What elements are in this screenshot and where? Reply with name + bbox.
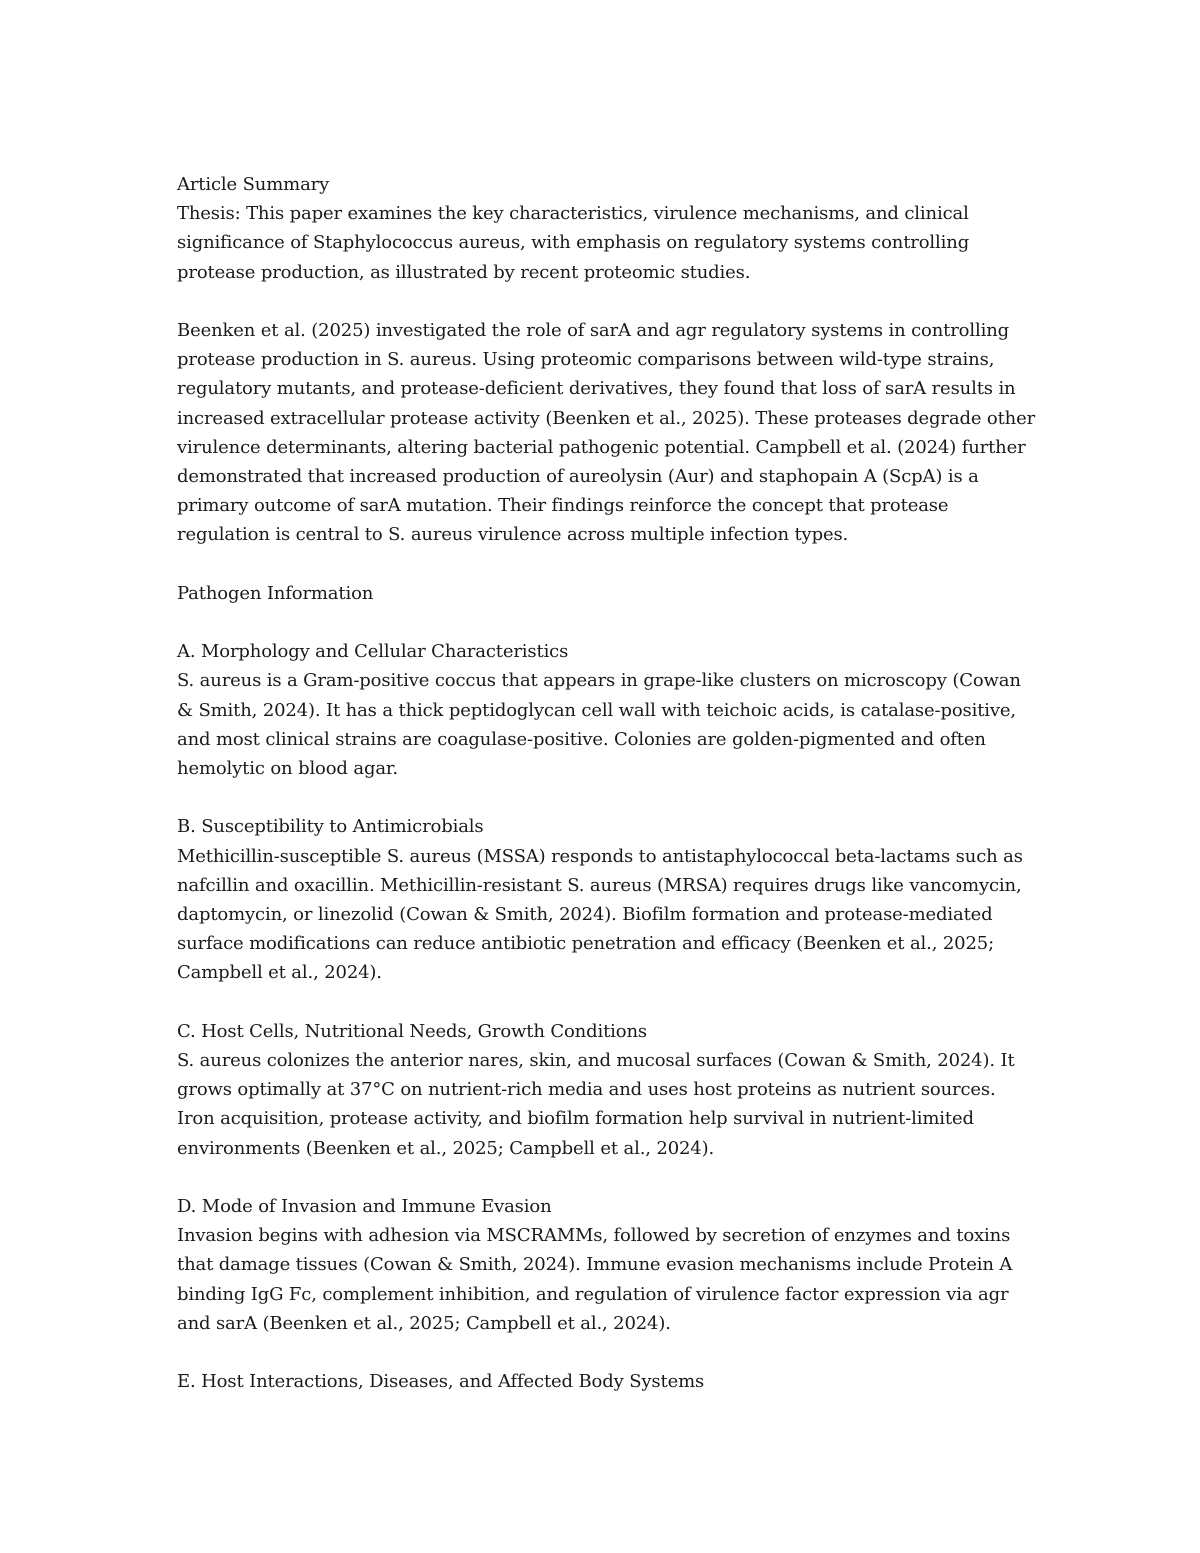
thesis-paragraph: Thesis: This paper examines the key characteristics, virulence mechanisms, and clinical significance of Staphylococcus aureus, with emphasis on regulatory systems controlling protease production, as illustrated by recent proteomic studies. (177, 203, 970, 283)
pathogen-information-heading: Pathogen Information (177, 582, 374, 604)
section-a-body: S. aureus is a Gram-positive coccus that appears in grape-like clusters on microscopy (Cowan & Smith, 2024). It has a thick peptidoglycan cell wall with teichoic acids, is catalase-positive, and most clinical strains are coagulase-positive. Colonies are golden-pigmented and often hemolytic on blood agar. (177, 670, 1021, 780)
section-b-heading: B. Susceptibility to Antimicrobials (177, 816, 484, 838)
paragraph-spacer (177, 550, 1037, 579)
section-c-heading: C. Host Cells, Nutritional Needs, Growth Conditions (177, 1020, 648, 1042)
paragraph-spacer (177, 608, 1037, 637)
paragraph-spacer (177, 783, 1037, 812)
section-b-body: Methicillin-susceptible S. aureus (MSSA) responds to antistaphylococcal beta-lactams such as nafcillin and oxacillin. Methicillin-resistant S. aureus (MRSA) requires drugs like vancomycin, daptomycin, or linezolid (Cowan & Smith, 2024). Biofilm formation and protease-mediated surface modifications can reduce antibiotic penetration and efficacy (Beenken et al., 2025; Campbell et al., 2024). (177, 845, 1023, 984)
section-a-heading: A. Morphology and Cellular Characteristics (177, 641, 569, 663)
article-summary-heading: Article Summary (177, 174, 330, 195)
document-body (177, 170, 1037, 1396)
paragraph-spacer (177, 988, 1037, 1017)
section-c-body: S. aureus colonizes the anterior nares, skin, and mucosal surfaces (Cowan & Smith, 2024). It grows optimally at 37°C on nutrient-rich media and uses host proteins as nutrient sources. Iron acquisition, protease activity, and biofilm formation help survival in nutrient-limited environments (Beenken et al., 2025; Campbell et al., 2024). (177, 1050, 1015, 1159)
section-d-heading: D. Mode of Invasion and Immune Evasion (177, 1196, 552, 1218)
paragraph-spacer (177, 1163, 1037, 1192)
section-e-heading: E. Host Interactions, Diseases, and Affected Body Systems (177, 1371, 705, 1393)
paragraph-spacer (177, 1338, 1037, 1367)
section-d-body: Invasion begins with adhesion via MSCRAMMs, followed by secretion of enzymes and toxins that damage tissues (Cowan & Smith, 2024). Immune evasion mechanisms include Protein A binding IgG Fc, complement inhibition, and regulation of virulence factor expression via agr and sarA (Beenken et al., 2025; Campbell et al., 2024). (177, 1225, 1013, 1334)
summary-paragraph: Beenken et al. (2025) investigated the role of sarA and agr regulatory systems in controlling protease production in S. aureus. Using proteomic comparisons between wild-type strains, regulatory mutants, and protease-deficient derivatives, they found that loss of sarA results in increased extracellular protease activity (Beenken et al., 2025). These proteases degrade other virulence determinants, altering bacterial pathogenic potential. Campbell et al. (2024) further demonstrated that increased production of aureolysin (Aur) and staphopain A (ScpA) is a primary outcome of sarA mutation. Their findings reinforce the concept that protease regulation is central to S. aureus virulence across multiple infection types. (177, 320, 1036, 546)
paragraph-spacer (177, 287, 1037, 316)
